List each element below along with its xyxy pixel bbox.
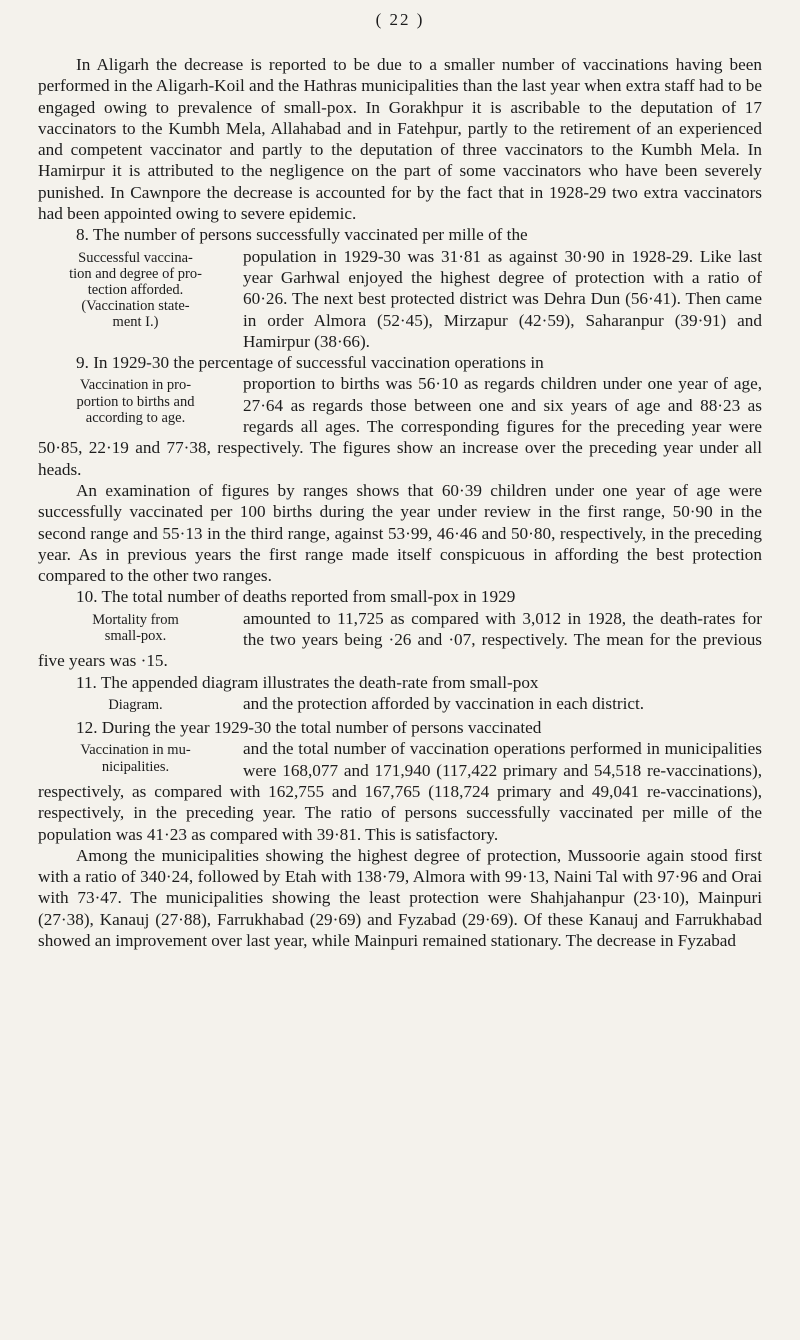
sidenote-municipalities	[38, 742, 233, 774]
section-9-number: 9.	[76, 353, 89, 373]
sidenote-line: Vaccination in mu-	[80, 742, 191, 759]
section-12-number: 12.	[76, 718, 98, 738]
section-10-text: amounted to 11,725 as compared with 3,012 in 1928, the death-rates for the two years being ·26 and ·07, respectively. The mean for the previous five years was ·15.	[38, 608, 762, 671]
sidenote-line: Successful vaccina-	[78, 249, 193, 266]
sidenote-successful-vaccination	[38, 250, 233, 331]
section-12-text: and the total number of vaccination operations performed in municipalities were 168,077 and 171,940 (117,422 primary and 54,518 re-vaccinations), respectively, as compared with 162,755 and 167,765 (118,724 primary and 49,041 re-vaccinations), respectively, in the preceding year. The ratio of persons successfully vaccinated per mille of the population was 41·23 as compared with 39·81. This is satisfactory.	[38, 739, 762, 844]
sidenote-vaccination-births	[38, 377, 233, 426]
section-8-text: population in 1929-30 was 31·81 as against 30·90 in 1928-29. Like last year Garhwal enjoyed the highest degree of protection with a ratio of 60·26. The next best protected district was Dehra Dun (56·41). Then came in order Almora (52·45), Mirzapur (42·59), Saharanpur (39·91) and Hamirpur (38·66).	[243, 246, 762, 351]
section-12-lead	[38, 717, 762, 738]
sidenote-line: Mortality from	[92, 611, 179, 628]
section-10-lead	[38, 586, 762, 607]
section-10-lead-text: The total number of deaths reported from small-pox in 1929	[101, 587, 516, 607]
sidenote-line: small-pox.	[104, 627, 167, 644]
sidenote-line: portion to births and	[76, 393, 195, 410]
sidenote-line: Vaccination in pro-	[79, 377, 192, 394]
sidenote-mortality	[38, 612, 233, 644]
page-number: ( 22 )	[375, 10, 425, 29]
section-11-text: and the protection afforded by vaccination in each district.	[243, 693, 645, 713]
section-10-number: 10.	[76, 587, 98, 607]
section-11-lead-text: The appended diagram illustrates the death-rate from small-pox	[100, 672, 539, 692]
section-8-lead-text: The number of persons successfully vaccinated per mille of the	[92, 225, 528, 245]
sidenote-line: tection afforded.	[87, 282, 184, 299]
section-12-lead-text: During the year 1929-30 the total number of persons vaccinated	[101, 718, 542, 738]
section-9-lead	[38, 352, 762, 373]
section-8-lead	[38, 224, 762, 245]
section-12-paragraph-2: Among the municipalities showing the highest degree of protection, Mussoorie again stood first with a ratio of 340·24, followed by Etah with 138·79, Almora with 99·13, Naini Tal with 97·96 and Orai with 73·47. The municipalities showing the least protection were Shahjahanpur (23·10), Mainpuri (27·38), Kanauj (27·88), Farrukhabad (29·69) and Fyzabad (29·69). Of these Kanauj and Farrukhabad showed an improvement over last year, while Mainpuri remained stationary. The decrease in Fyzabad	[38, 845, 762, 951]
paragraph-aligarh: In Aligarh the decrease is reported to be due to a smaller number of vaccinations having been performed in the Aligarh-Koil and the Hathras municipalities than the last year when extra staff had to be engaged owing to prevalence of small-pox. In Gorakhpur it is ascribable to the deputation of 17 vaccinators to the Kumbh Mela, Allahabad and in Fatehpur, partly to the retirement of an experienced and competent vaccinator and partly to the deputation of three vaccinators to the Kumbh Mela. In Hamirpur it is attributed to the negligence on the part of some vaccinators who have been severely punished. In Cawnpore the decrease is accounted for by the fact that in 1928-29 two extra vaccinators had been appointed owing to severe epidemic.	[38, 55, 762, 224]
section-11-lead	[38, 672, 762, 693]
section-9-lead-text: In 1929-30 the percentage of successful vaccination operations in	[93, 353, 544, 373]
sidenote-line: according to age.	[85, 409, 186, 426]
sidenote-diagram	[38, 697, 233, 713]
section-9-text: proportion to births was 56·10 as regards children under one year of age, 27·64 as regards those between one and six years of age and 88·23 as regards all ages. The corresponding figures for the preceding year were 50·85, 22·19 and 77·38, respectively. The figures show an increase over the preceding year under all heads.	[38, 374, 762, 479]
sidenote-line: Diagram.	[108, 696, 163, 713]
sidenote-line: tion and degree of pro-	[69, 265, 202, 282]
sidenote-line: ment I.)	[112, 314, 159, 331]
sidenote-line: (Vaccination state-	[81, 298, 190, 315]
section-9-paragraph-2: An examination of figures by ranges shows that 60·39 children under one year of age were successfully vaccinated per 100 births during the year under review in the first range, 50·90 in the second range and 55·13 in the third range, against 53·99, 46·46 and 50·80, respectively, in the preceding year. As in previous years the first range made itself conspicuous in affording the best protection compared to the other two ranges.	[38, 480, 762, 586]
section-8-number: 8.	[76, 225, 89, 245]
sidenote-line: nicipalities.	[101, 758, 170, 775]
section-11-number: 11.	[76, 672, 97, 692]
